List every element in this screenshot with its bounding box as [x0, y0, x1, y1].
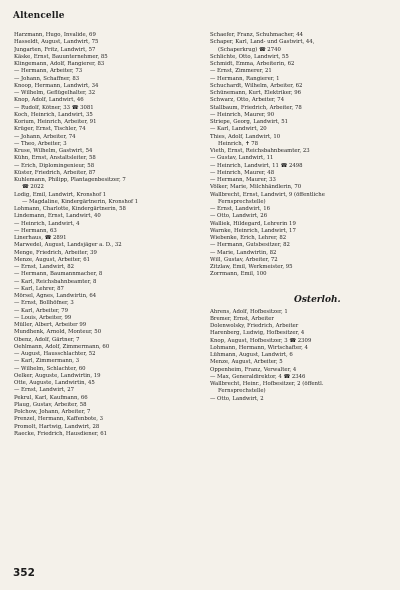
- page-number: 352: [13, 567, 35, 579]
- directory-entry: — Heinrich, Landwirt, 11 ☎ 2498: [210, 162, 303, 169]
- directory-entry: Fernsprechstelle): [218, 198, 266, 205]
- directory-entry: Mundhenk, Arnold, Monteur, 50: [14, 329, 102, 336]
- directory-entry: Knoop, Hermann, Landwirt, 34: [14, 82, 99, 89]
- directory-entry: — Louis, Arbeiter, 99: [14, 314, 72, 321]
- directory-entry: Fernsprechstelle): [218, 388, 266, 395]
- directory-entry: — Hermann, Rangierer, 1: [210, 75, 280, 82]
- directory-entry: Lindemann, Ernst, Landwirt, 40: [14, 213, 101, 220]
- directory-entry: — Johann, Schaffner, 83: [14, 75, 80, 82]
- directory-entry: Kühn, Ernst, Anstaltsleiter, 58: [14, 155, 96, 162]
- directory-entry: — Karl, Zimmermann, 3: [14, 358, 80, 365]
- directory-entry: — Hermann, Baumannmacher, 8: [14, 271, 103, 278]
- directory-entry: Lohmann, Hermann, Wirtschafter, 4: [210, 344, 308, 351]
- directory-entry: Menze, August, Arbeiter, 5: [210, 359, 283, 366]
- directory-entry: Polchow, Johann, Arbeiter, 7: [14, 409, 91, 415]
- directory-entry: — Hermann, Arbeiter, 73: [14, 68, 83, 75]
- directory-entry: Pekrul, Karl, Kaufmann, 66: [14, 394, 88, 401]
- directory-entry: — Karl, Reichsbahnbeamter, 8: [14, 278, 97, 285]
- directory-entry: — Karl, Landwirt, 20: [210, 126, 267, 133]
- directory-entry: Zitzlaw, Emil, Werkmeister, 95: [210, 264, 293, 270]
- directory-entry: Walliek, Hildegard, Lehrerin 19: [210, 220, 296, 227]
- right-column-entries: [210, 32, 392, 279]
- directory-entry: (Schaperkrug) ☎ 2740: [218, 46, 281, 53]
- directory-entry: Harzmann, Hugo, Invalide, 69: [14, 32, 96, 38]
- directory-entry: Zorrmann, Emil, 100: [210, 271, 267, 278]
- directory-entry: Kuhlemann, Philipp, Plantagenbesitzer, 7: [14, 177, 126, 183]
- directory-entry: Heinrich, ✝ 78: [218, 140, 259, 147]
- directory-entry: — Hermann, 63: [14, 227, 57, 234]
- directory-entry: — Erich, Diplomingenieur, 58: [14, 162, 95, 169]
- directory-entry: Warnke, Heinrich, Landwirt, 17: [210, 227, 296, 234]
- directory-entry: — Hermann, Maurer, 33: [210, 177, 276, 183]
- directory-entry: Schwarz, Otto, Arbeiter, 74: [210, 97, 285, 104]
- directory-entry: Otte, Auguste, Landwirtin, 45: [14, 380, 95, 386]
- directory-entry: Thies, Adolf, Landwirt, 10: [210, 133, 281, 140]
- directory-entry: Koch, Heinrich, Landwirt, 35: [14, 111, 93, 118]
- directory-entry: Oehlmann, Adolf, Zimmermann, 60: [14, 343, 110, 350]
- directory-entry: Mörsel, Agnes, Landwirtin, 64: [14, 293, 97, 299]
- page-header: Altencelle: [13, 11, 65, 21]
- directory-entry: — Ernst, Landwirt, 82: [14, 264, 75, 270]
- right-column: [210, 32, 392, 403]
- directory-entry: Korium, Heinrich, Arbeiter, 91: [14, 119, 97, 125]
- directory-entry: Ahrens, Adolf, Hofbesitzer, 1: [210, 308, 288, 315]
- directory-entry: Käske, Ernst, Bauunternehmer, 85: [14, 53, 108, 60]
- directory-entry: Plaug, Gustav, Arbeiter, 58: [14, 401, 87, 408]
- directory-entry: Prenzel, Hermann, Kaffenbote, 3: [14, 416, 104, 423]
- directory-entry: Krüger, Ernst, Tischler, 74: [14, 126, 86, 133]
- directory-entry: Menge, Friedrich, Arbeiter, 39: [14, 249, 97, 256]
- directory-entry: Völker, Marie, Milchhändlerin, 70: [210, 184, 302, 191]
- directory-entry: Wiebenke, Erich, Lehrer, 82: [210, 235, 287, 241]
- directory-entry: Harenberg, Ludwig, Hofbesitzer, 4: [210, 330, 305, 337]
- directory-entry: Klingemann, Adolf, Rangierer, 83: [14, 61, 105, 67]
- directory-entry: — Wilhelm, Geflügelhalter, 32: [14, 90, 96, 96]
- directory-entry: — Johann, Arbeiter, 74: [14, 133, 76, 140]
- directory-entry: Bremer, Ernst, Arbeiter: [210, 315, 274, 322]
- directory-entry: Schünemann, Kurt, Elektriker, 96: [210, 90, 302, 96]
- directory-entry: Jungarten, Fritz, Landwirt, 57: [14, 46, 96, 53]
- directory-entry: Stallbaum, Friedrich, Arbeiter, 78: [210, 104, 302, 111]
- directory-entry: Schaefer, Franz, Schuhmacher, 44: [210, 32, 304, 38]
- directory-entry: Schuchardt, Wilhelm, Arbeiter, 62: [210, 82, 303, 89]
- directory-entry: — Karl, Lehrer, 87: [14, 285, 64, 292]
- directory-entry: Knop, Adolf, Landwirt, 46: [14, 97, 84, 104]
- directory-entry: Schlichte, Otto, Landwirt, 55: [210, 53, 289, 60]
- directory-entry: Schaper, Karl, Land- und Gastwirt, 44,: [210, 39, 315, 46]
- directory-entry: — Marie, Landwirtin, 82: [210, 249, 277, 256]
- directory-entry: Hasseldt, August, Landwirt, 75: [14, 39, 99, 46]
- directory-entry: Wallbrecht, Ernst, Landwirt, 9 (öffentliche: [210, 191, 325, 198]
- directory-entry: Küster, Friedrich, Arbeiter, 87: [14, 169, 96, 176]
- directory-entry: Menze, August, Arbeiter, 61: [14, 256, 91, 263]
- directory-entry: Dolenwolsky, Friedrich, Arbeiter: [210, 323, 299, 329]
- directory-entry: — Magdaline, Kindergärtnerin, Kronshof 1: [22, 198, 139, 205]
- directory-entry: — Heinrich, Maurer, 90: [210, 111, 275, 118]
- directory-entry: Obenz, Adolf, Gärtner, 7: [14, 336, 80, 343]
- directory-entry: — Ernst, Zimmerer, 21: [210, 68, 272, 75]
- section-entries: [210, 309, 392, 403]
- directory-entry: Marwedel, August, Landsjäger a. D., 32: [14, 242, 122, 249]
- directory-entry: Vieth, Ernst, Reichsbahnbeamter, 23: [210, 148, 310, 154]
- directory-entry: Schmidt, Emma, Arbeiterin, 62: [210, 61, 295, 67]
- directory-entry: — Gustav, Landwirt, 11: [210, 155, 274, 162]
- directory-entry: Raecke, Friedrich, Hausdiener, 61: [14, 430, 108, 437]
- directory-entry: — Karl, Arbeiter, 79: [14, 307, 69, 314]
- directory-entry: Striepe, Georg, Landwirt, 51: [210, 119, 289, 125]
- directory-entry: Promolt, Hartwig, Landwirt, 28: [14, 423, 100, 430]
- directory-entry: — Ernst, Landwirt, 27: [14, 387, 75, 394]
- directory-entry: Will, Gustav, Arbeiter, 72: [210, 256, 278, 263]
- directory-entry: Oelker, Auguste, Landwirtin, 19: [14, 372, 101, 379]
- left-column: [14, 32, 204, 438]
- directory-entry: Müller, Albert, Arbeiter 99: [14, 322, 87, 328]
- directory-entry: — Hermann, Gutsbesitzer, 82: [210, 242, 290, 249]
- directory-entry: — August, Hausschlachter, 52: [14, 351, 96, 357]
- directory-entry: — Theo, Arbeiter, 3: [14, 140, 67, 147]
- section-title: Osterloh.: [294, 294, 341, 305]
- directory-entry: ☎ 2022: [22, 184, 44, 191]
- directory-entry: — Max, Generaldirektor, 4 ☎ 2346: [210, 373, 306, 380]
- directory-entry: Oppenheim, Franz, Verwalter, 4: [210, 366, 297, 373]
- directory-entry: — Otto, Landwirt, 26: [210, 213, 268, 220]
- directory-entry: — Rudolf, Kötner, 33 ☎ 3081: [14, 104, 94, 111]
- directory-entry: — Otto, Landwirt, 2: [210, 395, 264, 402]
- directory-entry: — Ernst, Landwirt, 16: [210, 206, 271, 212]
- directory-entry: — Heinrich, Landwirt, 4: [14, 220, 80, 227]
- directory-entry: Linerhaus, ☎ 2891: [14, 235, 67, 241]
- directory-entry: Knop, August, Hofbesitzer, 3 ☎ 2309: [210, 337, 312, 344]
- directory-entry: Lodig, Emil, Landwirt, Kronshof 1: [14, 191, 107, 198]
- directory-entry: — Wilhelm, Schlachter, 60: [14, 365, 86, 372]
- directory-entry: Kruse, Wilhelm, Gastwirt, 54: [14, 148, 93, 154]
- directory-entry: Lohmann, Charlotte, Kindergärtnerin, 58: [14, 206, 126, 212]
- directory-entry: Lühmann, August, Landwirt, 6: [210, 352, 293, 358]
- directory-entry: Wallbrecht, Heinr., Hofbesitzer, 2 (öffentl.: [210, 381, 324, 387]
- directory-entry: — Heinrich, Maurer, 48: [210, 169, 275, 176]
- directory-entry: — Ernst, Bollhöfner, 3: [14, 300, 74, 307]
